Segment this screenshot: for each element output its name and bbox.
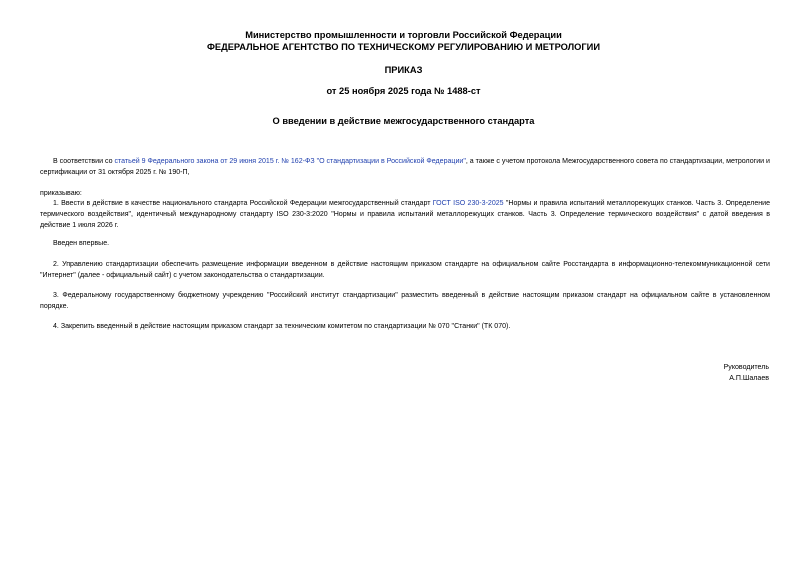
page-title: О введении в действие межгосударственного стандарта [272,116,535,126]
law-link[interactable]: статьей 9 Федерального закона от 29 июня 2015 г. № 162-ФЗ "О стандартизации в Российской Федерации" [114,158,466,165]
paragraph-basis-text-before: В соответствии со [53,158,115,165]
item-1-text-before: 1. Ввести в действие в качестве национального стандарта Российской Федерации межгосударственный стандарт [53,200,433,207]
doc-type: ПРИКАЗ [384,65,423,75]
paragraph-item-4 [40,321,770,332]
paragraph-first-introduced [40,238,770,249]
signature-name: А.П.Шалаев [729,375,769,382]
item-1-text-after: "Нормы и правила испытаний металлорежущих станков. Часть 3. Определение термического воздействия", идентичный международному стандарту ISO 230-3:2020 "Нормы и правила испытаний металлорежущих станков. Часть 3. Определение термического воздействия" с датой введения в действие 1 июля 2026 г. [40,200,771,229]
item-2-text: 2. Управлению стандартизации обеспечить размещение информации введенном в действие настоящим приказом стандарте на официальном сайте Росстандарта в информационно-телекоммуникационной сети "Интернет" (далее - официальный сайт) с учетом законодательства о стандартизации. [40,261,770,279]
paragraph-basis-text-after: , а также с учетом протокола Межгосударственного совета по стандартизации, метрологии и сертификации от 31 октября 2025 г. № 190-П, [40,158,770,176]
signature-position: Руководитель [723,364,769,371]
first-introduced-text: Введен впервые. [53,240,110,247]
paragraph-item-1 [40,198,770,231]
paragraph-item-2 [40,259,770,281]
ministry-title: Министерство промышленности и торговли Российской Федерации [245,30,562,40]
paragraph-basis [40,156,770,178]
item-3-text: 3. Федеральному государственному бюджетному учреждению "Российский институт стандартизации" разместить введенный в действие настоящим приказом стандарт на официальном сайте в установленном порядке. [40,292,770,310]
date-number: от 25 ноября 2025 года № 1488-ст [326,86,481,96]
orders-label: приказываю: [40,190,82,197]
paragraph-item-3 [40,290,770,312]
standard-link[interactable]: ГОСТ ISO 230-3-2025 [432,200,504,207]
item-4-text: 4. Закрепить введенный в действие настоящим приказом стандарт за техническим комитетом по стандартизации № 070 "Станки" (ТК 070). [53,323,511,330]
agency-title: ФЕДЕРАЛЬНОЕ АГЕНТСТВО ПО ТЕХНИЧЕСКОМУ РЕГУЛИРОВАНИЮ И МЕТРОЛОГИИ [206,42,601,52]
